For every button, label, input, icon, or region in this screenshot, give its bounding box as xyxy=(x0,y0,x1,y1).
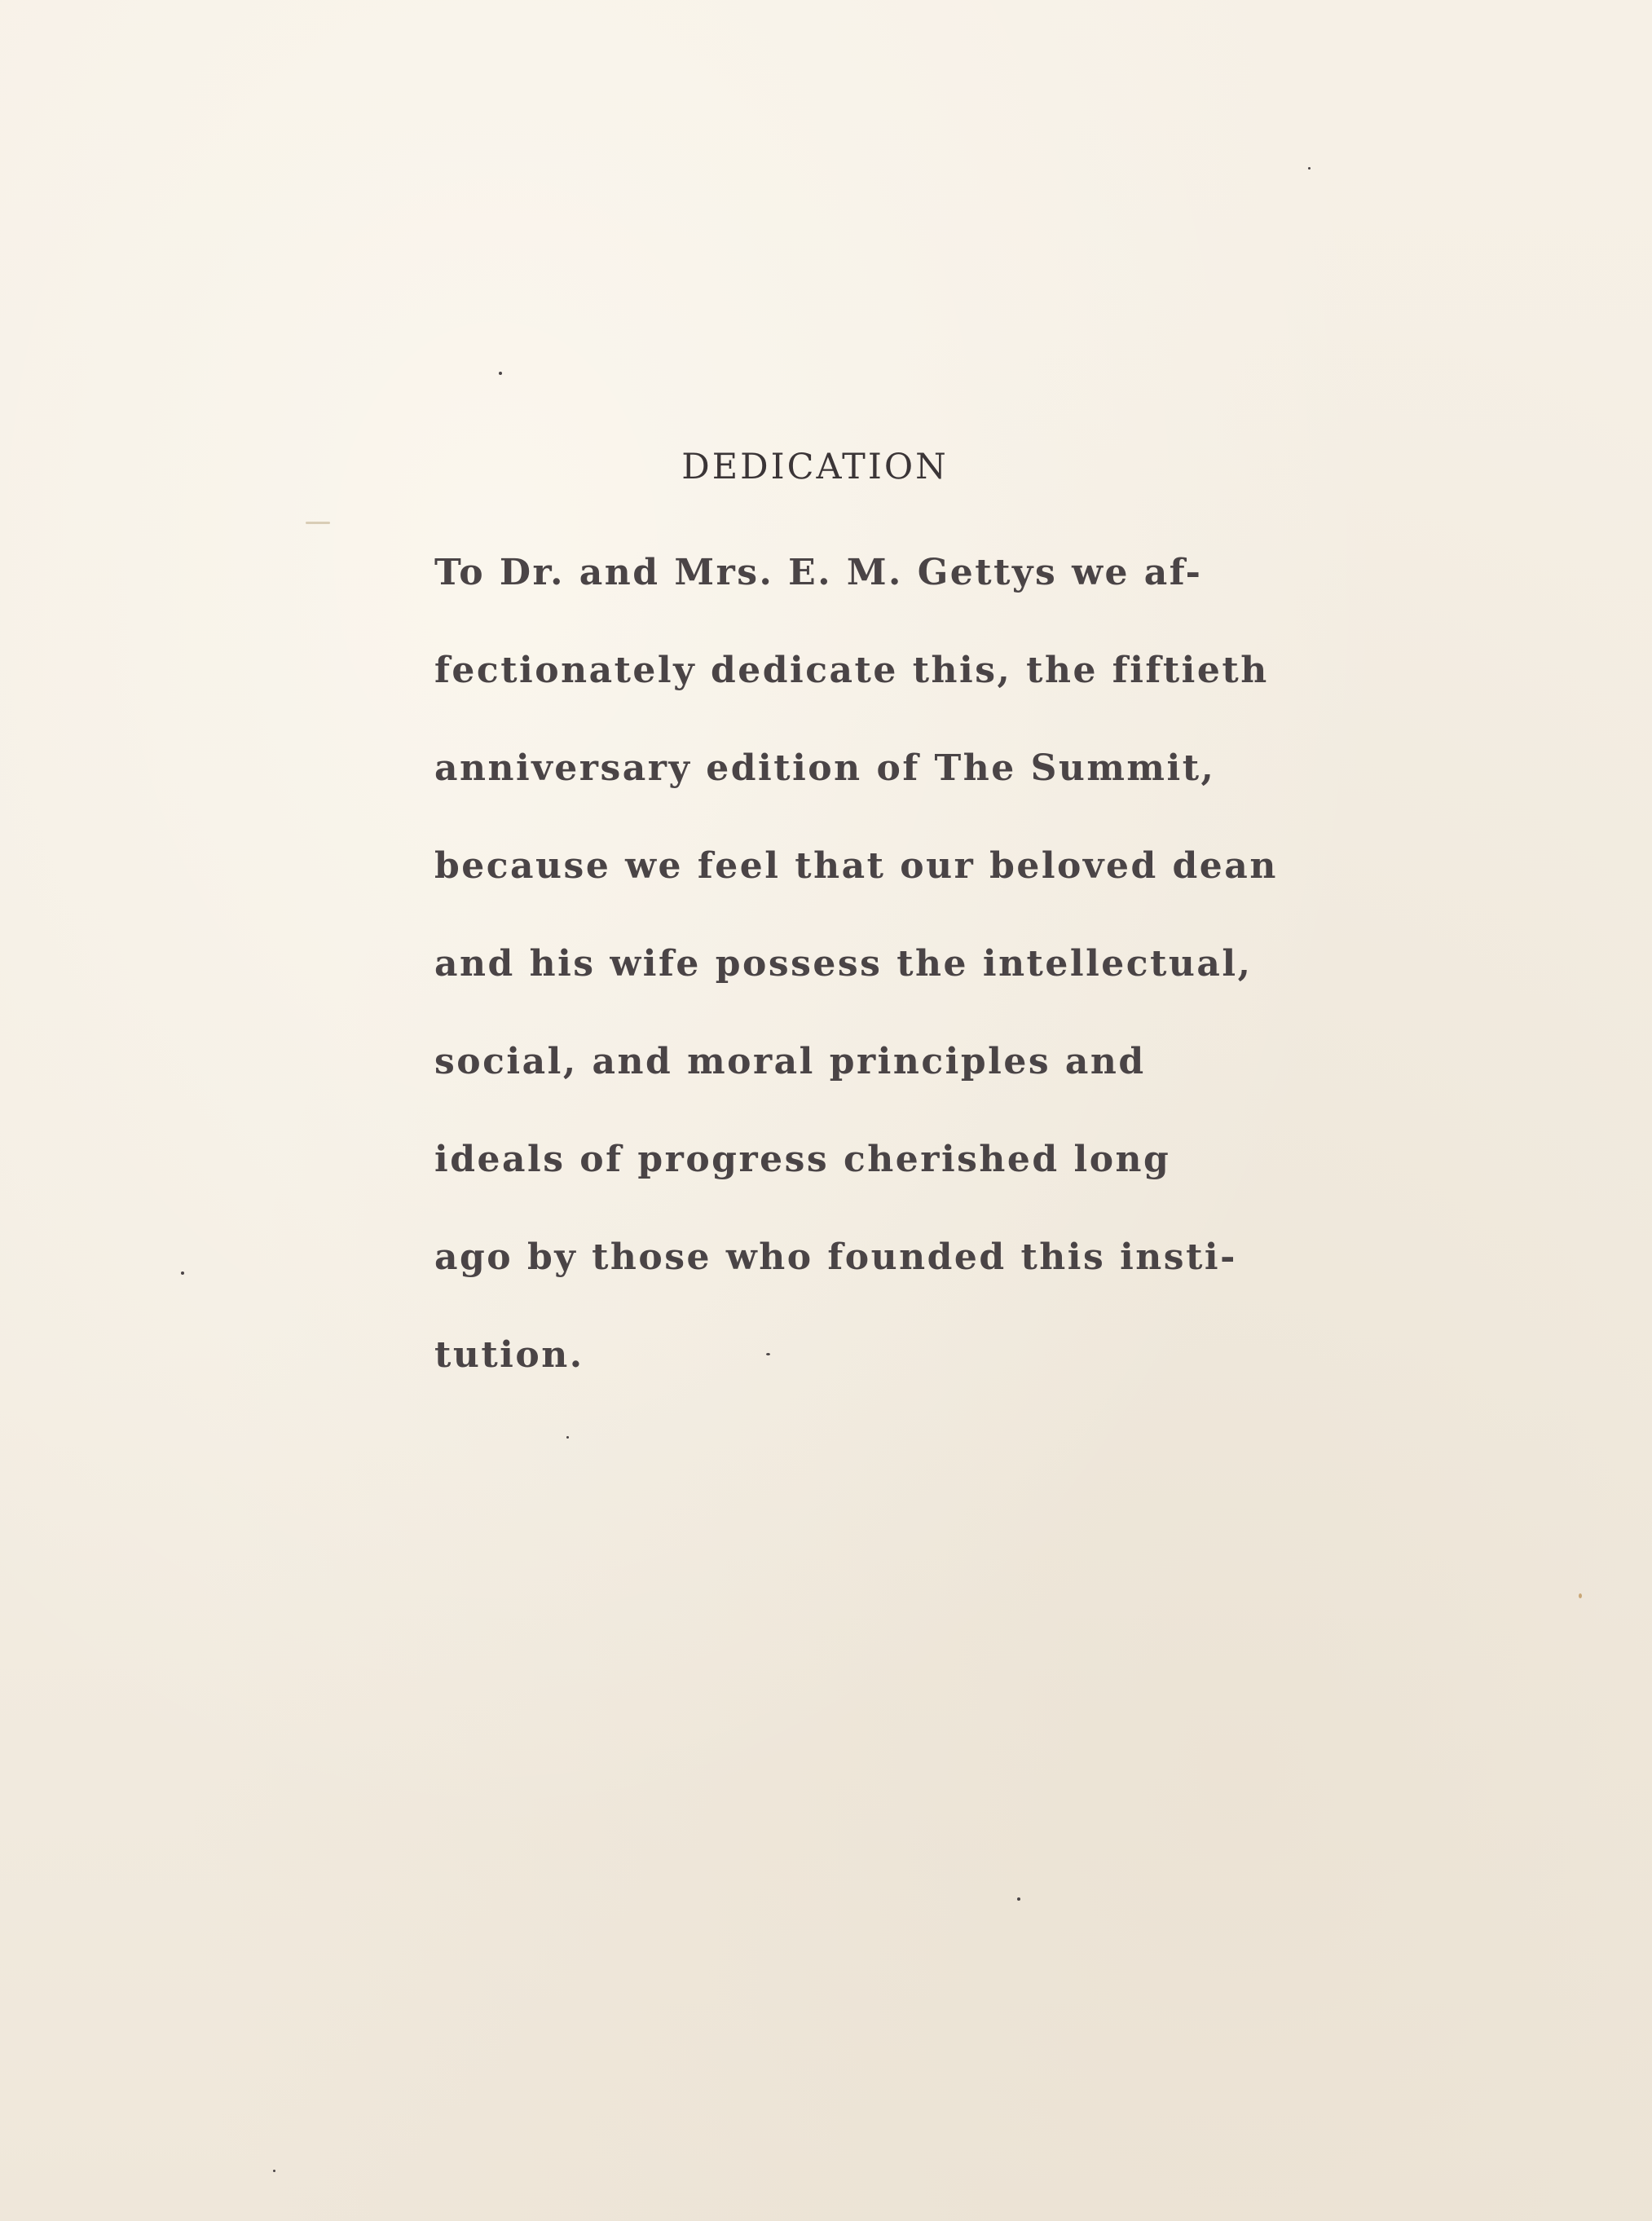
paper-speck xyxy=(766,1353,770,1355)
text-line: anniversary edition of The Summit, xyxy=(434,747,1216,789)
text-line: fectionately dedicate this, the fiftieth xyxy=(434,650,1269,691)
text-line: ideals of progress cherished long xyxy=(434,1139,1171,1180)
page-title: DEDICATION xyxy=(681,447,949,487)
dedication-text xyxy=(434,544,1278,1425)
text-line: and his wife possess the intellectual, xyxy=(434,943,1253,985)
paper-speck xyxy=(1579,1593,1582,1598)
paper-speck xyxy=(499,372,502,375)
text-line: ago by those who founded this insti- xyxy=(434,1236,1237,1278)
paper-speck xyxy=(1017,1897,1020,1901)
paper-speck xyxy=(181,1271,184,1275)
text-line: tution. xyxy=(434,1334,584,1376)
paper-speck xyxy=(306,522,330,524)
paper-speck xyxy=(273,2170,275,2172)
paper-speck xyxy=(1308,167,1311,170)
text-line: To Dr. and Mrs. E. M. Gettys we af- xyxy=(434,552,1203,593)
text-line: because we feel that our beloved dean xyxy=(434,845,1278,887)
text-line: social, and moral principles and xyxy=(434,1041,1146,1082)
paper-speck xyxy=(566,1436,569,1439)
